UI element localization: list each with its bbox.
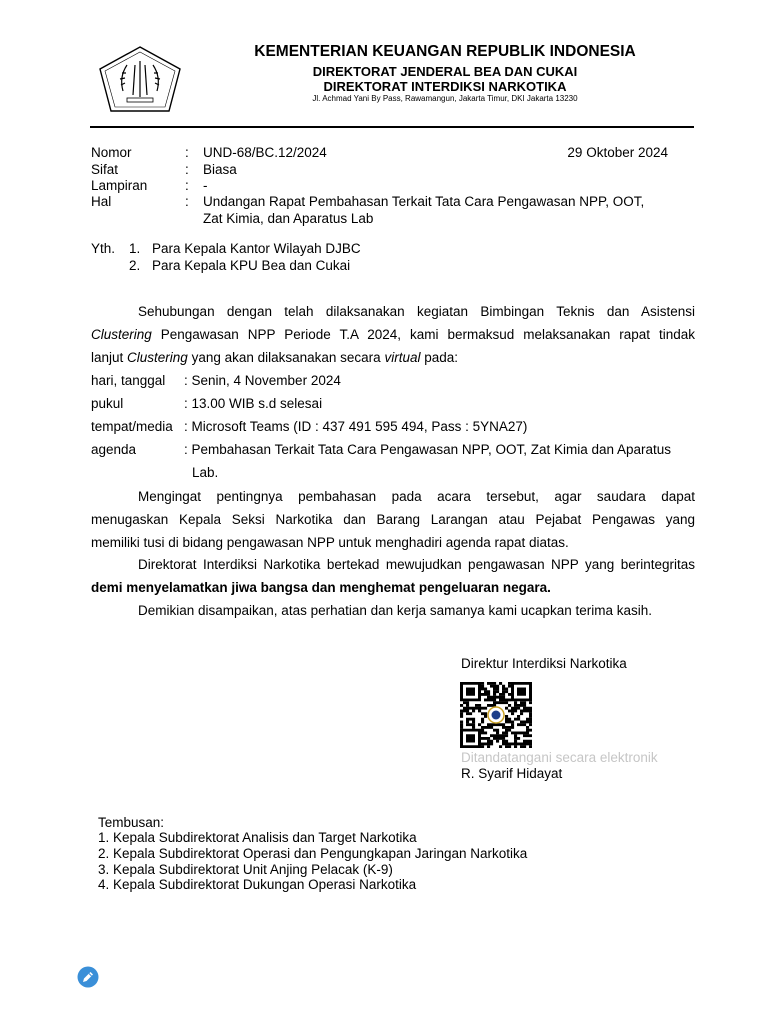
detail-value-time: : 13.00 WIB s.d selesai	[184, 396, 323, 411]
detail-value-media: : Microsoft Teams (ID : 437 491 595 494, Pass : 5YNA27)	[184, 419, 528, 434]
letter-date: 29 Oktober 2024	[567, 145, 668, 160]
body-paragraph-3	[91, 553, 695, 599]
signatory-title: Direktur Interdiksi Narkotika	[461, 656, 627, 671]
detail-label-time: pukul	[91, 396, 124, 411]
meta-label-hal: Hal	[91, 194, 112, 209]
body-line-bold: demi menyelamatkan jiwa bangsa dan menghemat pengeluaran negara.	[91, 580, 551, 595]
body-line: lanjut Clustering yang akan dilaksanakan secara virtual pada:	[91, 350, 459, 365]
cc-item: 1. Kepala Subdirektorat Analisis dan Target Narkotika	[98, 830, 417, 845]
body-line: menugaskan Kepala Seksi Narkotika dan Barang Larangan atau Pejabat Pengawas yang	[91, 512, 695, 527]
meta-value-hal-cont: Zat Kimia, dan Aparatus Lab	[203, 211, 374, 226]
closing-paragraph: Demikian disampaikan, atas perhatian dan kerja samanya kami ucapkan terima kasih.	[138, 603, 653, 618]
ministry-name: KEMENTERIAN KEUANGAN REPUBLIK INDONESIA	[254, 43, 636, 60]
ministry-emblem-icon	[97, 45, 183, 113]
detail-value-agenda: : Pembahasan Terkait Tata Cara Pengawasan NPP, OOT, Zat Kimia dan Aparatus	[184, 442, 672, 457]
recipient-number: 1.	[129, 241, 141, 256]
body-line: Direktorat Interdiksi Narkotika bertekad mewujudkan pengawasan NPP yang berintegritas	[138, 557, 695, 572]
qr-code-icon	[460, 682, 532, 748]
directorate-general-name: DIREKTORAT JENDERAL BEA DAN CUKAI	[312, 64, 578, 79]
letterhead-address: Jl. Achmad Yani By Pass, Rawamangun, Jakarta Timur, DKI Jakarta 13230	[312, 94, 578, 103]
meta-colon: :	[185, 178, 189, 193]
meta-colon: :	[185, 194, 189, 209]
body-paragraph-1	[91, 300, 695, 369]
pen-badge-icon[interactable]	[77, 966, 99, 988]
detail-value-agenda-cont: Lab.	[192, 465, 219, 480]
recipient-item: Para Kepala KPU Bea dan Cukai	[152, 258, 351, 273]
meta-label-sifat: Sifat	[91, 162, 119, 177]
recipients-prefix: Yth.	[91, 241, 116, 256]
detail-label-media: tempat/media	[91, 419, 173, 434]
detail-value-date: : Senin, 4 November 2024	[184, 373, 341, 388]
meta-colon: :	[185, 162, 189, 177]
meta-label-nomor: Nomor	[91, 145, 132, 160]
body-line: Clustering Pengawasan NPP Periode T.A 2024, kami bermaksud melaksanakan rapat tindak	[91, 327, 695, 342]
detail-label-agenda: agenda	[91, 442, 137, 457]
recipient-item: Para Kepala Kantor Wilayah DJBC	[152, 241, 361, 256]
meta-value-sifat: Biasa	[203, 162, 237, 177]
signatory-name: R. Syarif Hidayat	[461, 766, 563, 781]
body-line: memiliki tusi di bidang pengawasan NPP untuk menghadiri agenda rapat diatas.	[91, 535, 569, 550]
directorate-name: DIREKTORAT INTERDIKSI NARKOTIKA	[323, 79, 567, 94]
cc-item: 4. Kepala Subdirektorat Dukungan Operasi Narkotika	[98, 877, 417, 892]
meta-label-lampiran: Lampiran	[91, 178, 148, 193]
meta-value-lampiran: -	[203, 178, 208, 193]
recipient-number: 2.	[129, 258, 141, 273]
cc-heading: Tembusan:	[98, 815, 165, 830]
meta-colon: :	[185, 145, 189, 160]
meta-value-nomor: UND-68/BC.12/2024	[203, 145, 327, 160]
body-line: Sehubungan dengan telah dilaksanakan kegiatan Bimbingan Teknis dan Asistensi	[138, 304, 695, 319]
cc-item: 3. Kepala Subdirektorat Unit Anjing Pelacak (K-9)	[98, 862, 393, 877]
body-paragraph-2	[91, 485, 695, 554]
letterhead-divider	[90, 126, 694, 128]
cc-item: 2. Kepala Subdirektorat Operasi dan Pengungkapan Jaringan Narkotika	[98, 846, 528, 861]
e-signature-note: Ditandatangani secara elektronik	[461, 750, 658, 765]
body-line: Mengingat pentingnya pembahasan pada acara tersebut, agar saudara dapat	[138, 489, 695, 504]
meta-value-hal: Undangan Rapat Pembahasan Terkait Tata Cara Pengawasan NPP, OOT,	[203, 194, 645, 209]
detail-label-date: hari, tanggal	[91, 373, 166, 388]
